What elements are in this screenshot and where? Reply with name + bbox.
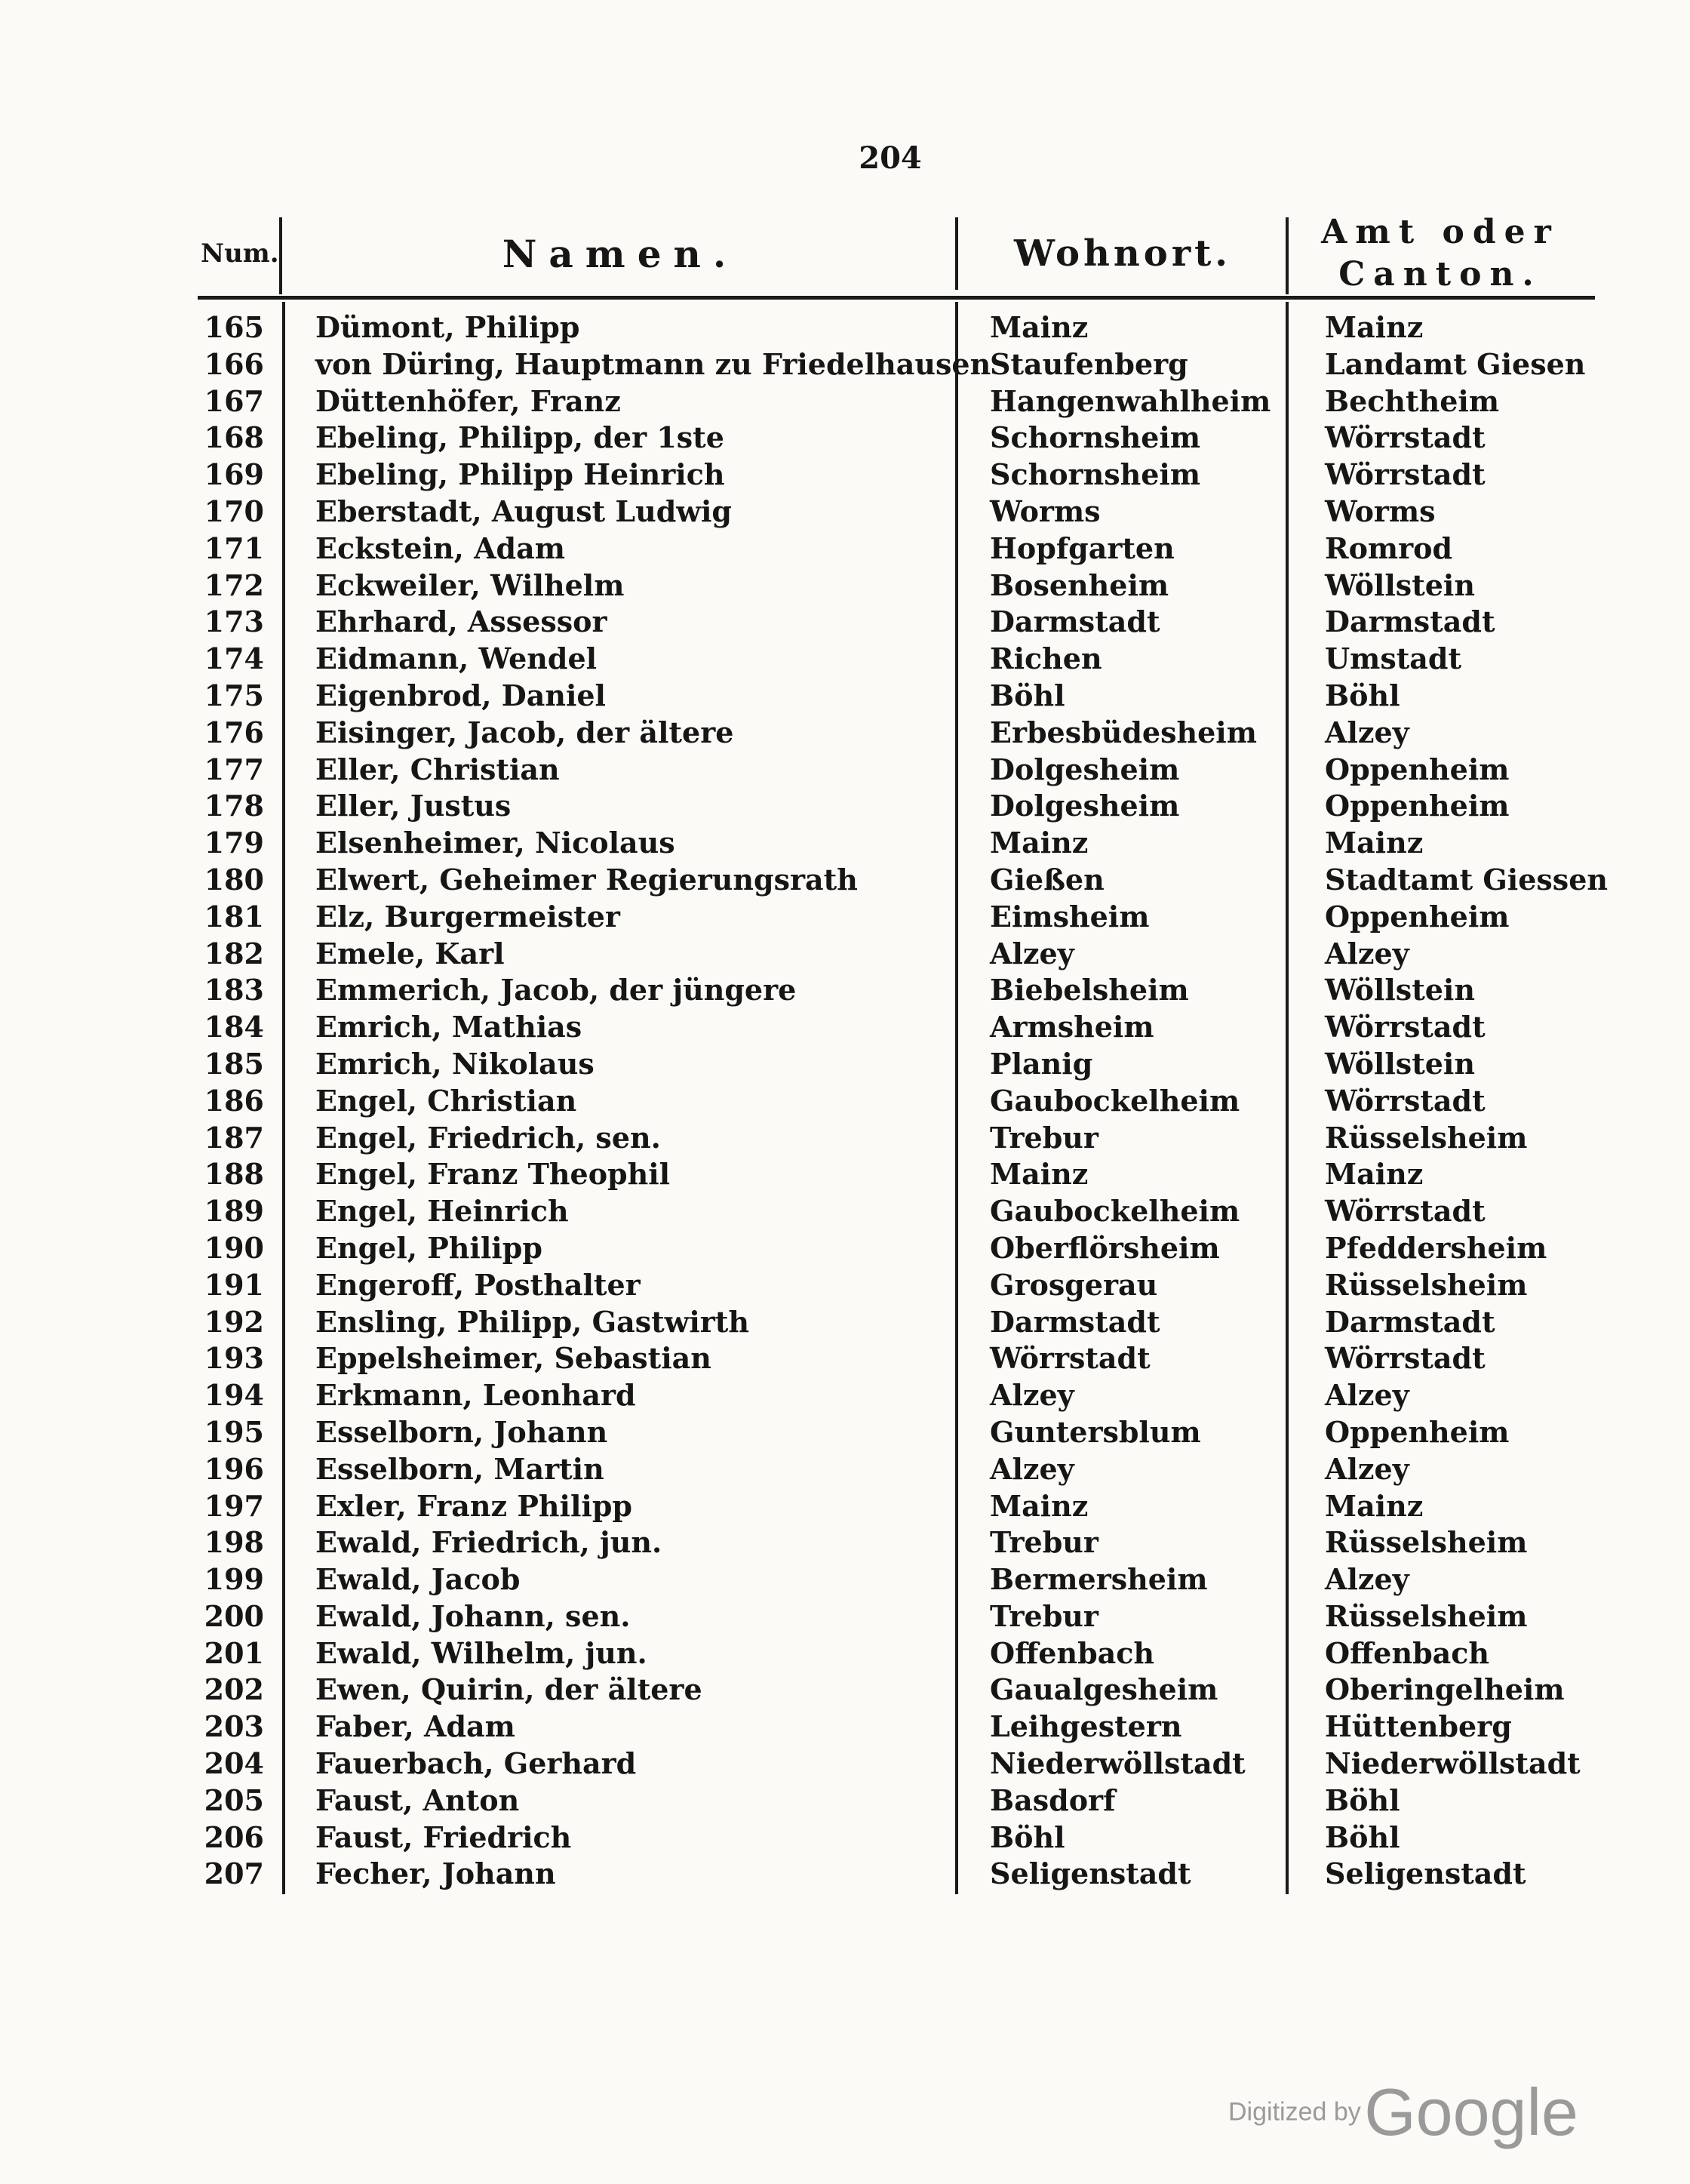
row-name: Eppelsheimer, Sebastian bbox=[315, 1341, 711, 1376]
table-row bbox=[0, 457, 1690, 494]
row-number: 192 bbox=[204, 1304, 264, 1339]
table-row bbox=[0, 309, 1690, 346]
row-number: 180 bbox=[204, 862, 264, 897]
row-place: Schornsheim bbox=[990, 420, 1201, 455]
row-canton: Böhl bbox=[1325, 678, 1400, 712]
row-number: 185 bbox=[204, 1046, 264, 1081]
row-place: Seligenstadt bbox=[990, 1856, 1191, 1891]
table-row bbox=[0, 825, 1690, 862]
row-name: Elsenheimer, Nicolaus bbox=[315, 826, 675, 860]
row-name: Eigenbrod, Daniel bbox=[315, 678, 606, 712]
row-canton: Worms bbox=[1325, 494, 1436, 528]
row-place: Dolgesheim bbox=[990, 752, 1180, 786]
row-name: Engel, Philipp bbox=[315, 1230, 542, 1265]
row-number: 171 bbox=[204, 531, 264, 565]
row-canton: Wöllstein bbox=[1325, 973, 1475, 1007]
table-row bbox=[0, 972, 1690, 1009]
row-number: 165 bbox=[204, 310, 264, 344]
row-number: 196 bbox=[204, 1451, 264, 1486]
row-canton: Wöllstein bbox=[1325, 1046, 1475, 1081]
row-name: Eller, Christian bbox=[315, 752, 560, 786]
row-number: 174 bbox=[204, 641, 264, 676]
table-row bbox=[0, 1340, 1690, 1377]
row-place: Gaubockelheim bbox=[990, 1194, 1240, 1229]
row-place: Bermersheim bbox=[990, 1562, 1208, 1597]
table-row bbox=[0, 1451, 1690, 1488]
row-name: Fauerbach, Gerhard bbox=[315, 1746, 637, 1781]
row-canton: Romrod bbox=[1325, 531, 1453, 565]
row-name: Ewald, Wilhelm, jun. bbox=[315, 1635, 647, 1670]
row-name: Elz, Burgermeister bbox=[315, 899, 620, 934]
header-canton-line1: Amt oder bbox=[1321, 213, 1559, 251]
table-row bbox=[0, 1746, 1690, 1783]
table-row bbox=[0, 346, 1690, 383]
table-row bbox=[0, 494, 1690, 531]
row-canton: Oberingelheim bbox=[1325, 1672, 1565, 1707]
table-row bbox=[0, 1856, 1690, 1893]
row-name: Emmerich, Jacob, der jüngere bbox=[315, 973, 797, 1007]
row-place: Dolgesheim bbox=[990, 789, 1180, 823]
row-place: Mainz bbox=[990, 1488, 1089, 1523]
row-place: Wörrstadt bbox=[990, 1341, 1151, 1376]
row-canton: Wöllstein bbox=[1325, 568, 1475, 602]
row-number: 207 bbox=[204, 1856, 264, 1891]
row-place: Biebelsheim bbox=[990, 973, 1189, 1007]
row-canton: Wörrstadt bbox=[1325, 1083, 1486, 1118]
row-number: 183 bbox=[204, 973, 264, 1007]
row-canton: Alzey bbox=[1325, 1451, 1409, 1486]
table-row bbox=[0, 604, 1690, 641]
row-canton: Umstadt bbox=[1325, 641, 1462, 676]
table-row bbox=[0, 1304, 1690, 1341]
table-row bbox=[0, 1414, 1690, 1451]
header-place: Wohnort. bbox=[1014, 232, 1231, 275]
row-name: Faber, Adam bbox=[315, 1709, 515, 1744]
row-place: Böhl bbox=[990, 1819, 1065, 1854]
watermark-prefix: Digitized by bbox=[1228, 2097, 1361, 2127]
table-row bbox=[0, 1009, 1690, 1046]
table-row bbox=[0, 1120, 1690, 1157]
row-number: 203 bbox=[204, 1709, 264, 1744]
row-number: 173 bbox=[204, 604, 264, 639]
table-row bbox=[0, 715, 1690, 752]
row-place: Worms bbox=[990, 494, 1101, 528]
table-row bbox=[0, 1819, 1690, 1856]
table-row bbox=[0, 641, 1690, 678]
row-number: 195 bbox=[204, 1414, 264, 1449]
row-name: Ensling, Philipp, Gastwirth bbox=[315, 1304, 749, 1339]
row-place: Mainz bbox=[990, 1157, 1089, 1192]
table-row bbox=[0, 568, 1690, 604]
row-place: Trebur bbox=[990, 1120, 1098, 1155]
table-row bbox=[0, 1046, 1690, 1083]
row-number: 175 bbox=[204, 678, 264, 712]
row-number: 190 bbox=[204, 1230, 264, 1265]
row-canton: Wörrstadt bbox=[1325, 420, 1486, 455]
row-place: Niederwöllstadt bbox=[990, 1746, 1246, 1781]
row-number: 191 bbox=[204, 1267, 264, 1302]
row-name: Engel, Franz Theophil bbox=[315, 1157, 671, 1192]
row-canton: Hüttenberg bbox=[1325, 1709, 1512, 1744]
row-number: 187 bbox=[204, 1120, 264, 1155]
row-place: Basdorf bbox=[990, 1783, 1116, 1817]
row-name: Engel, Christian bbox=[315, 1083, 577, 1118]
row-canton: Böhl bbox=[1325, 1819, 1400, 1854]
row-canton: Offenbach bbox=[1325, 1635, 1490, 1670]
row-canton: Wörrstadt bbox=[1325, 457, 1486, 492]
row-name: Emrich, Nikolaus bbox=[315, 1046, 595, 1081]
table-row bbox=[0, 862, 1690, 899]
row-place: Darmstadt bbox=[990, 1304, 1160, 1339]
row-canton: Alzey bbox=[1325, 1562, 1409, 1597]
table-row bbox=[0, 1598, 1690, 1635]
table-row bbox=[0, 1377, 1690, 1414]
row-canton: Alzey bbox=[1325, 1378, 1409, 1413]
table-row bbox=[0, 1230, 1690, 1267]
row-name: Engeroff, Posthalter bbox=[315, 1267, 641, 1302]
row-place: Alzey bbox=[990, 1378, 1074, 1413]
row-canton: Mainz bbox=[1325, 1157, 1424, 1192]
row-name: Eckweiler, Wilhelm bbox=[315, 568, 625, 602]
row-number: 198 bbox=[204, 1525, 264, 1560]
row-canton: Mainz bbox=[1325, 826, 1424, 860]
row-place: Oberflörsheim bbox=[990, 1230, 1220, 1265]
row-name: Eidmann, Wendel bbox=[315, 641, 598, 676]
row-canton: Stadtamt Giessen bbox=[1325, 862, 1609, 897]
row-canton: Pfeddersheim bbox=[1325, 1230, 1547, 1265]
row-name: Eisinger, Jacob, der ältere bbox=[315, 715, 734, 749]
row-number: 170 bbox=[204, 494, 264, 528]
row-canton: Landamt Giesen bbox=[1325, 346, 1586, 381]
table-row bbox=[0, 936, 1690, 973]
table-row bbox=[0, 678, 1690, 715]
row-number: 194 bbox=[204, 1378, 264, 1413]
row-place: Alzey bbox=[990, 1451, 1074, 1486]
row-place: Offenbach bbox=[990, 1635, 1155, 1670]
row-place: Schornsheim bbox=[990, 457, 1201, 492]
row-place: Böhl bbox=[990, 678, 1065, 712]
row-number: 167 bbox=[204, 383, 264, 418]
row-canton: Rüsselsheim bbox=[1325, 1120, 1528, 1155]
row-canton: Oppenheim bbox=[1325, 899, 1510, 934]
row-canton: Niederwöllstadt bbox=[1325, 1746, 1581, 1781]
row-name: von Düring, Hauptmann zu Friedelhausen bbox=[315, 346, 991, 381]
row-number: 206 bbox=[204, 1819, 264, 1854]
row-canton: Rüsselsheim bbox=[1325, 1267, 1528, 1302]
row-place: Mainz bbox=[990, 826, 1089, 860]
table-row bbox=[0, 1709, 1690, 1746]
digitized-watermark bbox=[1228, 2074, 1578, 2151]
table-row bbox=[0, 1083, 1690, 1120]
row-name: Dümont, Philipp bbox=[315, 310, 580, 344]
row-number: 166 bbox=[204, 346, 264, 381]
row-canton: Oppenheim bbox=[1325, 1414, 1510, 1449]
table-row bbox=[0, 1488, 1690, 1525]
row-canton: Darmstadt bbox=[1325, 604, 1495, 639]
row-number: 178 bbox=[204, 789, 264, 823]
row-number: 193 bbox=[204, 1341, 264, 1376]
row-place: Bosenheim bbox=[990, 568, 1169, 602]
table-row bbox=[0, 1156, 1690, 1193]
row-canton: Mainz bbox=[1325, 310, 1424, 344]
header-name: Namen. bbox=[502, 231, 739, 276]
row-name: Düttenhöfer, Franz bbox=[315, 383, 621, 418]
row-canton: Bechtheim bbox=[1325, 383, 1500, 418]
row-canton: Böhl bbox=[1325, 1783, 1400, 1817]
row-name: Emele, Karl bbox=[315, 936, 505, 970]
row-place: Richen bbox=[990, 641, 1102, 676]
row-canton: Wörrstadt bbox=[1325, 1194, 1486, 1229]
row-canton: Rüsselsheim bbox=[1325, 1525, 1528, 1560]
row-canton: Alzey bbox=[1325, 715, 1409, 749]
row-name: Esselborn, Martin bbox=[315, 1451, 604, 1486]
row-place: Trebur bbox=[990, 1598, 1098, 1633]
row-name: Elwert, Geheimer Regierungsrath bbox=[315, 862, 858, 897]
row-canton: Mainz bbox=[1325, 1488, 1424, 1523]
header-canton bbox=[1286, 211, 1595, 296]
row-number: 181 bbox=[204, 899, 264, 934]
row-canton: Alzey bbox=[1325, 936, 1409, 970]
row-number: 188 bbox=[204, 1157, 264, 1192]
header-canton-line2: Canton. bbox=[1338, 255, 1542, 294]
row-number: 204 bbox=[204, 1746, 264, 1781]
header-divider bbox=[1286, 217, 1289, 294]
row-name: Ewald, Johann, sen. bbox=[315, 1598, 631, 1633]
header-divider bbox=[955, 217, 958, 290]
row-number: 184 bbox=[204, 1010, 264, 1044]
row-number: 172 bbox=[204, 568, 264, 602]
row-canton: Oppenheim bbox=[1325, 789, 1510, 823]
row-name: Faust, Friedrich bbox=[315, 1819, 572, 1854]
row-canton: Oppenheim bbox=[1325, 752, 1510, 786]
table-row bbox=[0, 383, 1690, 420]
row-place: Alzey bbox=[990, 936, 1074, 970]
row-number: 197 bbox=[204, 1488, 264, 1523]
google-logo: Google bbox=[1364, 2075, 1578, 2149]
row-name: Eckstein, Adam bbox=[315, 531, 565, 565]
row-name: Exler, Franz Philipp bbox=[315, 1488, 632, 1523]
table-row bbox=[0, 752, 1690, 789]
table-row bbox=[0, 1193, 1690, 1230]
row-number: 205 bbox=[204, 1783, 264, 1817]
row-name: Engel, Heinrich bbox=[315, 1194, 569, 1229]
row-canton: Seligenstadt bbox=[1325, 1856, 1526, 1891]
table-row bbox=[0, 1635, 1690, 1672]
row-canton: Rüsselsheim bbox=[1325, 1598, 1528, 1633]
row-number: 186 bbox=[204, 1083, 264, 1118]
table-row bbox=[0, 420, 1690, 457]
row-number: 200 bbox=[204, 1598, 264, 1633]
row-name: Esselborn, Johann bbox=[315, 1414, 608, 1449]
table-row bbox=[0, 1267, 1690, 1304]
table-row bbox=[0, 899, 1690, 936]
row-place: Gießen bbox=[990, 862, 1105, 897]
row-number: 179 bbox=[204, 826, 264, 860]
header-divider bbox=[279, 217, 282, 294]
row-place: Mainz bbox=[990, 310, 1089, 344]
table-row bbox=[0, 1524, 1690, 1561]
row-number: 199 bbox=[204, 1562, 264, 1597]
row-place: Hangenwahlheim bbox=[990, 383, 1271, 418]
page-number: 204 bbox=[859, 140, 922, 176]
row-place: Planig bbox=[990, 1046, 1093, 1081]
row-canton: Wörrstadt bbox=[1325, 1341, 1486, 1376]
row-number: 168 bbox=[204, 420, 264, 455]
row-name: Ewald, Friedrich, jun. bbox=[315, 1525, 662, 1560]
row-name: Ehrhard, Assessor bbox=[315, 604, 607, 639]
row-place: Erbesbüdesheim bbox=[990, 715, 1257, 749]
row-name: Ebeling, Philipp Heinrich bbox=[315, 457, 725, 492]
row-canton: Darmstadt bbox=[1325, 1304, 1495, 1339]
row-place: Leihgestern bbox=[990, 1709, 1182, 1744]
row-place: Guntersblum bbox=[990, 1414, 1201, 1449]
row-name: Ebeling, Philipp, der 1ste bbox=[315, 420, 724, 455]
row-place: Armsheim bbox=[990, 1010, 1154, 1044]
row-place: Gaualgesheim bbox=[990, 1672, 1218, 1707]
row-number: 189 bbox=[204, 1194, 264, 1229]
table-row bbox=[0, 531, 1690, 568]
table-row bbox=[0, 1783, 1690, 1819]
row-place: Trebur bbox=[990, 1525, 1098, 1560]
table-body bbox=[0, 309, 1690, 1893]
row-name: Fecher, Johann bbox=[315, 1856, 556, 1891]
row-place: Hopfgarten bbox=[990, 531, 1175, 565]
row-place: Eimsheim bbox=[990, 899, 1150, 934]
row-number: 177 bbox=[204, 752, 264, 786]
row-number: 169 bbox=[204, 457, 264, 492]
row-name: Faust, Anton bbox=[315, 1783, 520, 1817]
row-name: Eller, Justus bbox=[315, 789, 512, 823]
row-number: 201 bbox=[204, 1635, 264, 1670]
table-row bbox=[0, 1672, 1690, 1709]
row-name: Ewen, Quirin, der ältere bbox=[315, 1672, 702, 1707]
header-num: Num. bbox=[201, 238, 279, 269]
row-name: Erkmann, Leonhard bbox=[315, 1378, 636, 1413]
row-place: Gaubockelheim bbox=[990, 1083, 1240, 1118]
row-number: 202 bbox=[204, 1672, 264, 1707]
row-number: 182 bbox=[204, 936, 264, 970]
row-place: Staufenberg bbox=[990, 346, 1188, 381]
table-row bbox=[0, 788, 1690, 825]
row-name: Eberstadt, August Ludwig bbox=[315, 494, 733, 528]
row-name: Engel, Friedrich, sen. bbox=[315, 1120, 661, 1155]
row-name: Emrich, Mathias bbox=[315, 1010, 582, 1044]
row-place: Grosgerau bbox=[990, 1267, 1158, 1302]
row-place: Darmstadt bbox=[990, 604, 1160, 639]
row-number: 176 bbox=[204, 715, 264, 749]
table-header bbox=[198, 211, 1595, 300]
row-canton: Wörrstadt bbox=[1325, 1010, 1486, 1044]
row-name: Ewald, Jacob bbox=[315, 1562, 521, 1597]
table-row bbox=[0, 1561, 1690, 1598]
